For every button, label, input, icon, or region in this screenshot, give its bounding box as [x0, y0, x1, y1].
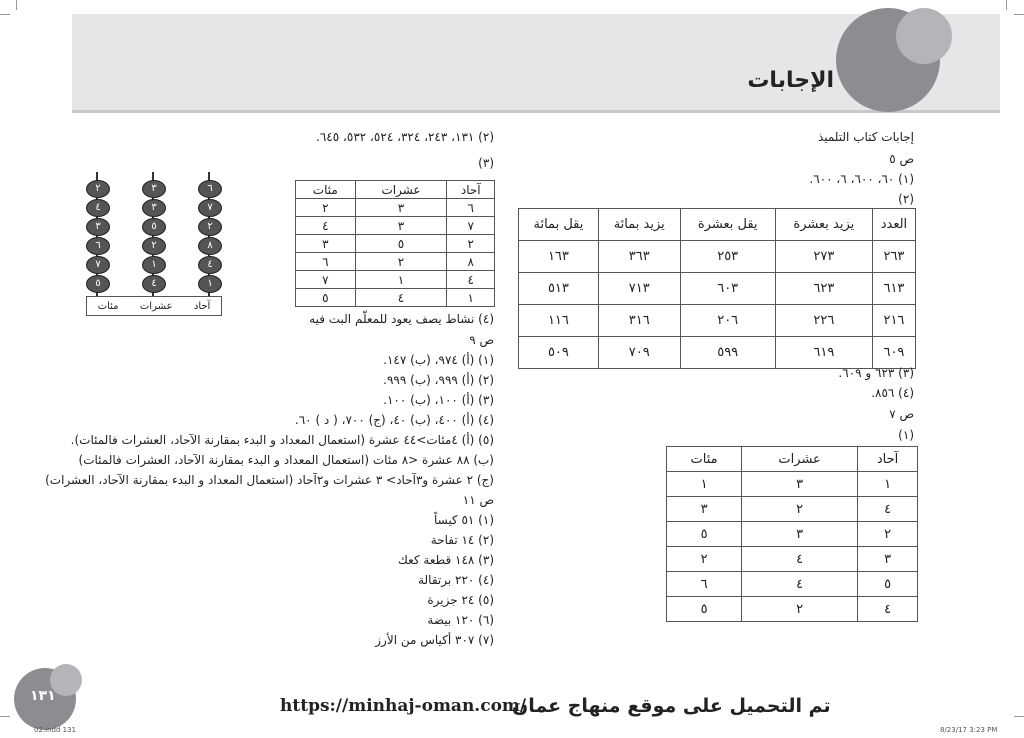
table-cell: ٢٦٣ [872, 241, 915, 273]
answer-line: (١) ٥١ كيساً [433, 513, 494, 527]
answer-line: (٢) ١٤ تفاحة [430, 533, 494, 547]
answer-line: (١) (أ) ٩٧٤، (ب) ١٤٧. [383, 353, 494, 367]
table-cell: ٨ [447, 253, 495, 271]
abacus-bead: ٢ [86, 180, 110, 198]
table-header: آحاد [858, 447, 918, 472]
table-header: يقل بمائة [519, 209, 599, 241]
place-value-change-table [518, 208, 916, 369]
table-cell: ٢٠٦ [680, 305, 775, 337]
table-row [667, 472, 918, 497]
table-cell: ٧٠٩ [598, 337, 680, 369]
abacus-label-hundreds: مئات [97, 300, 119, 312]
answer-line: (٣) (أ) ١٠٠، (ب) ١٠٠. [383, 393, 494, 407]
table-cell: ٥٩٩ [680, 337, 775, 369]
table-cell: ٦ [667, 572, 742, 597]
table-cell: ٧ [296, 271, 356, 289]
table-cell: ٣ [667, 497, 742, 522]
table-row [296, 253, 495, 271]
table-cell: ٥ [355, 235, 447, 253]
answer-line: (٥) ٢٤ جزيرة [427, 593, 494, 607]
answer-q3: (٣) ٦٢٣ و ٦٠٩. [838, 366, 914, 380]
table-cell: ٣ [355, 217, 447, 235]
table-cell: ٥ [667, 522, 742, 547]
answer-line: (٣) ١٤٨ قطعة كعك [397, 553, 494, 567]
answer-q4-activity: (٤) نشاط يصف يعود للمعلّم البت فيه [309, 312, 494, 326]
date-info: 8/23/17 3:23 PM [940, 726, 998, 734]
table-row [296, 217, 495, 235]
page-ref-7: ص ٧ [889, 407, 914, 421]
table-cell: ٢ [742, 597, 858, 622]
table-row [667, 572, 918, 597]
table-cell: ٢ [667, 547, 742, 572]
table-header: عشرات [355, 181, 447, 199]
answer-q4: (٤) ٨٥٦. [871, 386, 914, 400]
abacus-diagram [86, 172, 220, 314]
abacus-bead: ٤ [142, 275, 166, 293]
abacus-bead: ٤ [86, 199, 110, 217]
abacus-label-ones: آحاد [193, 300, 211, 312]
table-cell: ٤ [296, 217, 356, 235]
table-cell: ٣ [742, 472, 858, 497]
table-cell: ٦٠٩ [872, 337, 915, 369]
file-info: 02.indd 131 [34, 726, 76, 734]
table-cell: ٥١٣ [519, 273, 599, 305]
table-cell: ٢ [355, 253, 447, 271]
abacus-bead: ٢ [198, 218, 222, 236]
table-cell: ١ [667, 472, 742, 497]
table-cell: ٤ [858, 497, 918, 522]
page-ref-9: ص ٩ [469, 333, 494, 347]
table-cell: ٦١٣ [872, 273, 915, 305]
abacus-bead: ١ [198, 275, 222, 293]
table-cell: ٤ [742, 572, 858, 597]
table-row [296, 235, 495, 253]
table-cell: ٣ [355, 199, 447, 217]
answer-line: (٦) ١٢٠ بيضة [427, 613, 494, 627]
abacus-bead: ٧ [198, 199, 222, 217]
abacus-bead: ١ [142, 256, 166, 274]
table-cell: ١١٦ [519, 305, 599, 337]
table-header: العدد [872, 209, 915, 241]
table-row [519, 241, 916, 273]
abacus-bead: ٦ [198, 180, 222, 198]
answer-q1: (١) ٦٠، ٦٠٠، ٦، ٦٠٠. [809, 172, 914, 186]
table-header-row [519, 209, 916, 241]
answers-intro: إجابات كتاب التلميذ [817, 130, 914, 144]
table-cell: ٦ [296, 253, 356, 271]
table-cell: ٦ [447, 199, 495, 217]
table-row [667, 547, 918, 572]
table-header: يزيد بعشرة [775, 209, 872, 241]
table-cell: ٧١٣ [598, 273, 680, 305]
header-circle-small [896, 8, 952, 64]
abacus-bead: ٤ [198, 256, 222, 274]
answer-line: (٤) (أ) ٤٠٠، (ب) ٤٠، (ج) ٧٠٠، ( د ) ٦٠. [294, 413, 494, 427]
table-cell: ٥٠٩ [519, 337, 599, 369]
table-cell: ٥ [296, 289, 356, 307]
abacus-bead: ٨ [198, 237, 222, 255]
table-cell: ٣٦٣ [598, 241, 680, 273]
table-cell: ٢٥٣ [680, 241, 775, 273]
page-ref-11: ص ١١ [462, 493, 494, 507]
table-header: يقل بعشرة [680, 209, 775, 241]
table-cell: ٢٧٣ [775, 241, 872, 273]
abacus-bead: ٥ [142, 218, 166, 236]
answer-line: (٥) (أ) ٤مئات>٤٤ عشرة (استعمال المعداد و البدء بمقارنة الآحاد، العشرات فالمئات). [70, 433, 494, 447]
table-cell: ٦٢٣ [775, 273, 872, 305]
table-cell: ٤ [447, 271, 495, 289]
table-cell: ٢٢٦ [775, 305, 872, 337]
abacus-bead: ٥ [86, 275, 110, 293]
answer-q2-label: (٢) [898, 192, 914, 206]
page-title: الإجابات [747, 68, 834, 93]
table-cell: ٢ [858, 522, 918, 547]
footer-url-link[interactable]: https://minhaj-oman.com/ [280, 696, 527, 716]
table-header: يزيد بمائة [598, 209, 680, 241]
page-ref-5: ص ٥ [889, 152, 914, 166]
abacus-bead: ٦ [86, 237, 110, 255]
table-cell: ٢ [742, 497, 858, 522]
abacus-bead: ٢ [142, 237, 166, 255]
table-row [519, 273, 916, 305]
table-header: آحاد [447, 181, 495, 199]
table-header: مئات [667, 447, 742, 472]
table-cell: ٦١٩ [775, 337, 872, 369]
table-cell: ٤ [355, 289, 447, 307]
abacus-base [86, 296, 222, 316]
table-cell: ٢١٦ [872, 305, 915, 337]
table-row [667, 597, 918, 622]
answer-line: (٧) ٣٠٧ أكياس من الأرز [375, 633, 494, 647]
place-value-table-p7 [666, 446, 918, 622]
abacus-label-tens: عشرات [139, 300, 173, 312]
table-cell: ١ [355, 271, 447, 289]
page-number: ١٣١ [30, 688, 56, 704]
table-row [296, 289, 495, 307]
abacus-bead: ٣ [142, 199, 166, 217]
table-cell: ٢ [296, 199, 356, 217]
abacus-bead: ٧ [86, 256, 110, 274]
table-cell: ٣١٦ [598, 305, 680, 337]
table-cell: ١ [858, 472, 918, 497]
footer-download-text: تم التحميل على موقع منهاج عمان [512, 695, 831, 717]
table-row [519, 305, 916, 337]
table-row [667, 522, 918, 547]
table-row [296, 271, 495, 289]
table-cell: ٣ [296, 235, 356, 253]
table-cell: ٣ [858, 547, 918, 572]
answer-line: (٢) (أ) ٩٩٩، (ب) ٩٩٩. [383, 373, 494, 387]
table-header: عشرات [742, 447, 858, 472]
table-row [667, 497, 918, 522]
table-cell: ٤ [742, 547, 858, 572]
answer-line: (ب) ٨٨ عشرة <٨ مئات (استعمال المعداد و البدء بمقارنة الآحاد، العشرات فالمئات) [78, 453, 494, 467]
table-cell: ٧ [447, 217, 495, 235]
table-cell: ١٦٣ [519, 241, 599, 273]
answer-line: (٤) ٢٢٠ برتقالة [418, 573, 494, 587]
table-row [519, 337, 916, 369]
table-cell: ٣ [742, 522, 858, 547]
table-header-row [296, 181, 495, 199]
table-cell: ١ [447, 289, 495, 307]
answer-line: (ج) ٢ عشرة و٣آحاد> ٣ عشرات و٢آحاد (استعمال المعداد و البدء بمقارنة الآحاد، العشرات) [45, 473, 494, 487]
abacus-bead: ٣ [86, 218, 110, 236]
table-cell: ٢ [447, 235, 495, 253]
table-header: مئات [296, 181, 356, 199]
place-value-table-abacus [295, 180, 495, 307]
answer-ordering: (٢) ١٣١، ٢٤٣، ٣٢٤، ٥٢٤، ٥٣٢، ٦٤٥. [316, 130, 494, 144]
answer-q3-label: (٣) [478, 156, 494, 170]
table-cell: ٥ [858, 572, 918, 597]
abacus-bead: ٣ [142, 180, 166, 198]
table-cell: ٥ [667, 597, 742, 622]
table-cell: ٦٠٣ [680, 273, 775, 305]
table-row [296, 199, 495, 217]
table-cell: ٤ [858, 597, 918, 622]
table-header-row [667, 447, 918, 472]
answer-q1b-label: (١) [898, 428, 914, 442]
